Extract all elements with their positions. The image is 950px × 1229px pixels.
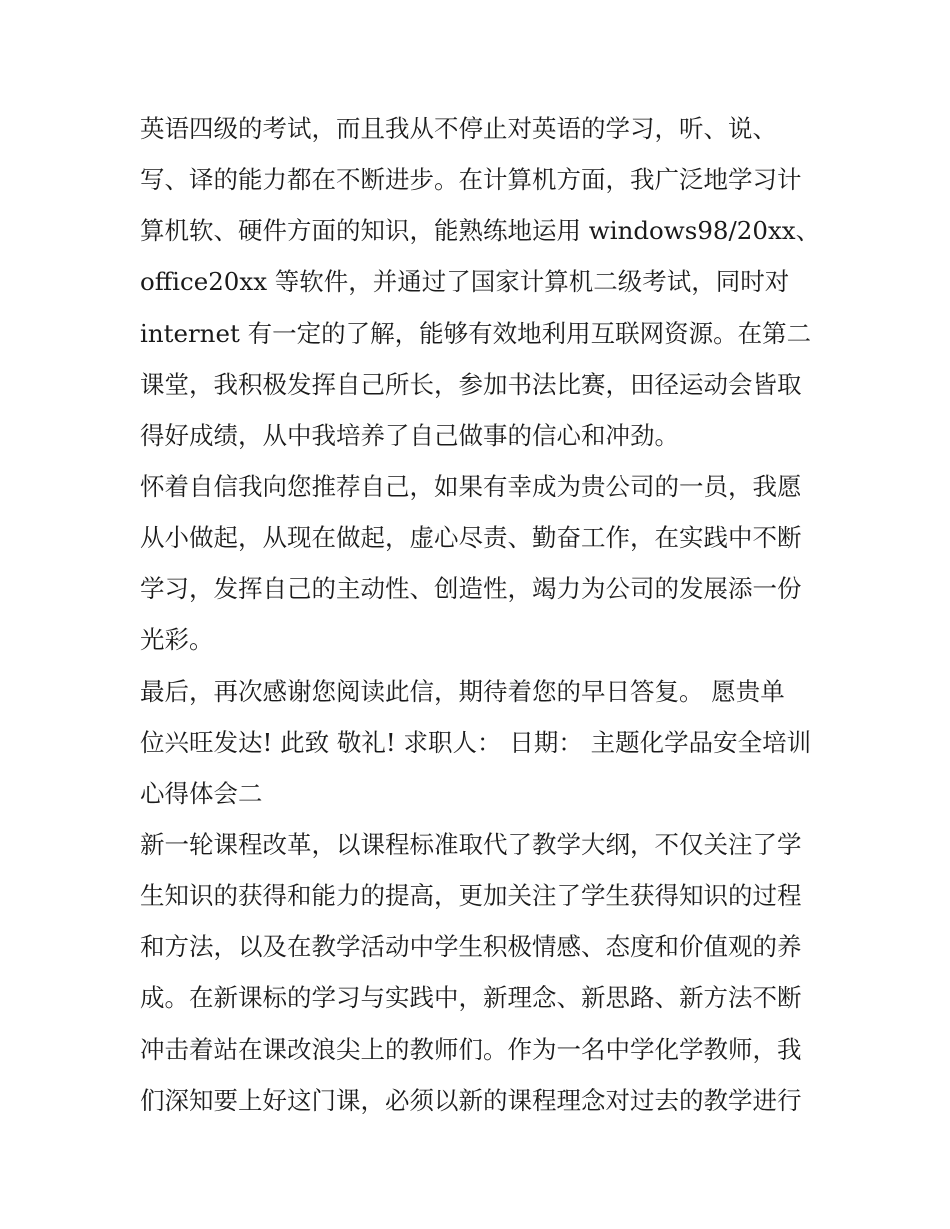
text-line: 写、译的能力都在不断进步。在计算机方面，我广泛地学习计 xyxy=(140,165,802,195)
text-line: office20xx 等软件，并通过了国家计算机二级考试，同时对 xyxy=(140,267,790,297)
document-body xyxy=(140,103,821,1126)
text-line: 最后，再次感谢您阅读此信，期待着您的早日答复。 愿贵单 xyxy=(140,676,785,706)
text-line: 从小做起，从现在做起，虚心尽责、勤奋工作，在实践中不断 xyxy=(140,523,802,553)
text-line: 位兴旺发达! 此致 敬礼! 求职人： 日期： 主题化学品安全培训 xyxy=(140,727,812,757)
text-line: 成。在新课标的学习与实践中，新理念、新思路、新方法不断 xyxy=(140,983,802,1013)
text-line: 新一轮课程改革，以课程标准取代了教学大纲，不仅关注了学 xyxy=(140,829,802,859)
text-line: 怀着自信我向您推荐自己，如果有幸成为贵公司的一员，我愿 xyxy=(140,471,802,501)
text-line: internet 有一定的了解，能够有效地利用互联网资源。在第二 xyxy=(140,318,812,348)
text-line: 光彩。 xyxy=(140,625,214,655)
paragraph-skills xyxy=(140,103,821,461)
paragraph-self-recommendation xyxy=(140,461,816,666)
text-line: 英语四级的考试，而且我从不停止对英语的学习，听、说、 xyxy=(140,114,777,143)
text-line: 算机软、硬件方面的知识，能熟练地运用 windows98/20xx、 xyxy=(140,216,821,246)
text-line: 冲击着站在课改浪尖上的教师们。作为一名中学化学教师，我 xyxy=(140,1034,802,1064)
text-line: 和方法，以及在教学活动中学生积极情感、态度和价值观的养 xyxy=(140,932,802,962)
text-line: 课堂，我积极发挥自己所长，参加书法比赛，田径运动会皆取 xyxy=(140,369,802,399)
paragraph-curriculum-reform xyxy=(140,819,816,1126)
text-line: 们深知要上好这门课，必须以新的课程理念对过去的教学进行 xyxy=(140,1085,802,1115)
text-line: 得好成绩，从中我培养了自己做事的信心和冲劲。 xyxy=(140,420,679,450)
text-line: 生知识的获得和能力的提高，更加关注了学生获得知识的过程 xyxy=(140,881,802,911)
paragraph-closing xyxy=(140,666,816,819)
text-line: 心得体会二 xyxy=(140,778,263,808)
text-line: 学习，发挥自己的主动性、创造性，竭力为公司的发展添一份 xyxy=(140,574,802,604)
